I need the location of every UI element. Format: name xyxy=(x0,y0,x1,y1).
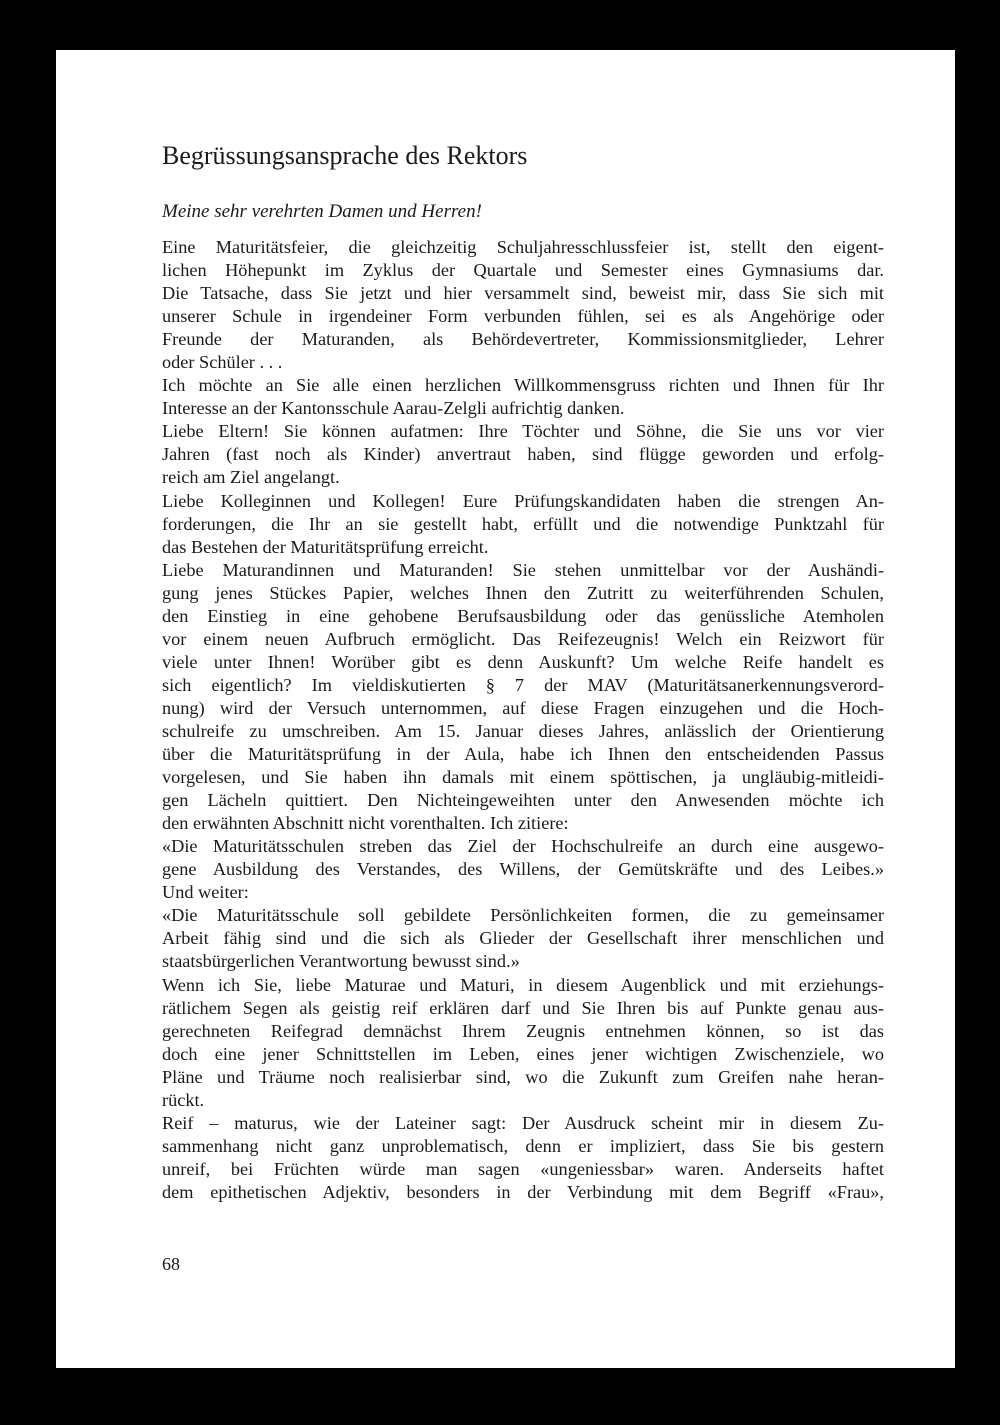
text-line: Freunde der Maturanden, als Behördevertreter, Kommissionsmitglieder, Lehrer xyxy=(162,329,884,350)
text-line: Liebe Kolleginnen und Kollegen! Eure Prüfungskandidaten haben die strengen An- xyxy=(162,490,884,511)
text-line: gerechneten Reifegrad demnächst Ihrem Zeugnis entnehmen können, so ist das xyxy=(162,1020,884,1041)
text-line: Jahren (fast noch als Kinder) anvertraut haben, sind flügge geworden und erfolg- xyxy=(162,444,884,465)
text-line: unserer Schule in irgendeiner Form verbunden fühlen, sei es als Angehörige oder xyxy=(162,306,884,327)
text-line: vor einem neuen Aufbruch ermöglicht. Das Reifezeugnis! Welch ein Reizwort für xyxy=(162,628,884,649)
page-number: 68 xyxy=(162,1254,180,1274)
text-line: Und weiter: xyxy=(162,882,249,903)
text-line: den Einstieg in eine gehobene Berufsausbildung oder das genüssliche Atemholen xyxy=(162,605,884,626)
text-line: Eine Maturitätsfeier, die gleichzeitig Schuljahresschlussfeier ist, stellt den eigent- xyxy=(162,237,884,257)
text-line: sich eigentlich? Im vieldiskutierten § 7 der MAV (Maturitätsanerkennungsverord- xyxy=(162,674,884,695)
document-page xyxy=(56,50,955,1368)
text-line: über die Maturitätsprüfung in der Aula, habe ich Ihnen den entscheidenden Passus xyxy=(162,744,884,765)
text-line: Wenn ich Sie, liebe Maturae und Maturi, in diesem Augenblick und mit erziehungs- xyxy=(162,974,884,995)
text-line: lichen Höhepunkt im Zyklus der Quartale und Semester eines Gymnasiums dar. xyxy=(162,260,884,281)
text-line: Die Tatsache, dass Sie jetzt und hier versammelt sind, beweist mir, dass Sie sich mit xyxy=(162,283,884,304)
text-line: forderungen, die Ihr an sie gestellt habt, erfüllt und die notwendige Punktzahl für xyxy=(162,513,884,534)
text-line: «Die Maturitätsschule soll gebildete Persönlichkeiten formen, die zu gemeinsamer xyxy=(162,905,884,926)
text-line: nung) wird der Versuch unternommen, auf diese Fragen einzugehen und die Hoch- xyxy=(162,697,884,718)
text-line: das Bestehen der Maturitätsprüfung erreicht. xyxy=(162,536,489,557)
text-line: schulreife zu umschreiben. Am 15. Januar dieses Jahres, anlässlich der Orientierung xyxy=(162,720,884,741)
text-line: reich am Ziel angelangt. xyxy=(162,467,340,488)
text-line: viele unter Ihnen! Worüber gibt es denn Auskunft? Um welche Reife handelt es xyxy=(162,651,884,672)
text-line: gene Ausbildung des Verstandes, des Willens, der Gemütskräfte und des Leibes.» xyxy=(162,859,884,880)
text-line: rückt. xyxy=(162,1089,205,1110)
text-line: dem epithetischen Adjektiv, besonders in der Verbindung mit dem Begriff «Frau», xyxy=(162,1181,884,1202)
page-title: Begrüssungsansprache des Rektors xyxy=(162,141,528,170)
text-line: Ich möchte an Sie alle einen herzlichen Willkommensgruss richten und Ihnen für Ihr xyxy=(162,375,884,396)
text-line: Arbeit fähig sind und die sich als Glieder der Gesellschaft ihrer menschlichen und xyxy=(162,928,884,949)
text-line: Pläne und Träume noch realisierbar sind, wo die Zukunft zum Greifen nahe heran- xyxy=(162,1066,884,1087)
text-line: vorgelesen, und Sie haben ihn damals mit einem spöttischen, ja ungläubig-mitleidi- xyxy=(162,767,884,788)
text-line: oder Schüler . . . xyxy=(162,352,283,373)
text-line: gen Lächeln quittiert. Den Nichteingeweihten unter den Anwesenden möchte ich xyxy=(162,790,884,811)
text-line: gung jenes Stückes Papier, welches Ihnen den Zutritt zu weiterführenden Schulen, xyxy=(162,582,884,603)
text-line: «Die Maturitätsschulen streben das Ziel der Hochschulreife an durch eine ausgewo- xyxy=(162,836,884,857)
text-line: Reif – maturus, wie der Lateiner sagt: Der Ausdruck scheint mir in diesem Zu- xyxy=(162,1112,884,1133)
text-line: Liebe Eltern! Sie können aufatmen: Ihre Töchter und Söhne, die Sie uns vor vier xyxy=(162,421,884,442)
text-line: staatsbürgerlichen Verantwortung bewusst sind.» xyxy=(162,951,520,972)
salutation: Meine sehr verehrten Damen und Herren! xyxy=(162,201,482,222)
text-line: rätlichem Segen als geistig reif erklären darf und Sie Ihren bis auf Punkte genau aus- xyxy=(162,997,884,1018)
text-line: doch eine jener Schnittstellen im Leben, eines jener wichtigen Zwischenziele, wo xyxy=(162,1043,884,1064)
text-line: sammenhang nicht ganz unproblematisch, denn er impliziert, dass Sie bis gestern xyxy=(162,1135,884,1156)
text-line: Liebe Maturandinnen und Maturanden! Sie stehen unmittelbar vor der Aushändi- xyxy=(162,559,884,580)
text-line: Interesse an der Kantonsschule Aarau-Zelgli aufrichtig danken. xyxy=(162,398,625,419)
body-text xyxy=(162,236,884,1204)
text-line: den erwähnten Abschnitt nicht vorenthalten. Ich zitiere: xyxy=(162,813,569,834)
text-line: unreif, bei Früchten würde man sagen «ungeniessbar» waren. Anderseits haftet xyxy=(162,1158,884,1179)
